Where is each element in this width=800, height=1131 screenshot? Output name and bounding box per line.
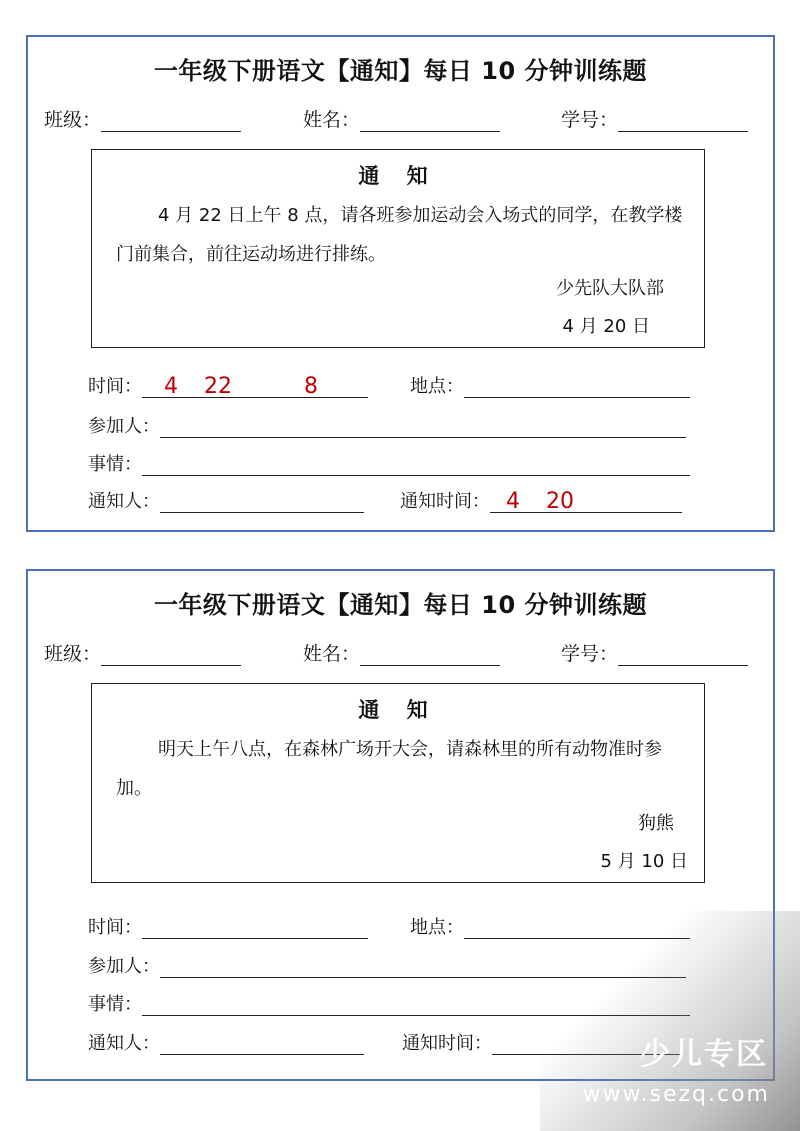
notice-heading: 通 知 [358, 698, 438, 722]
name-blank[interactable] [360, 645, 500, 666]
time-row [88, 913, 368, 939]
time-blank[interactable] [142, 374, 368, 399]
notifier-row [88, 1029, 364, 1055]
notice-time-blank[interactable] [490, 489, 682, 514]
class-label: 班级： [44, 109, 102, 131]
matter-label: 事情： [88, 994, 142, 1015]
answer-month: 4 [164, 374, 178, 399]
answer-notice-month: 4 [506, 489, 520, 514]
notice-body: 4 月 22 日上午 8 点，请各班参加运动会入场式的同学，在教学楼门前集合，前往运动场进行排练。 [116, 205, 683, 265]
notice-box [91, 683, 705, 883]
time-label: 时间： [88, 917, 142, 938]
notice-time-row [400, 487, 682, 513]
notifier-label: 通知人： [88, 491, 160, 512]
worksheet-title: 一年级下册语文【通知】每日 10 分钟训练题 [153, 57, 648, 85]
place-label: 地点： [410, 917, 464, 938]
student-id-label: 学号： [561, 109, 619, 131]
student-id-blank[interactable] [618, 111, 748, 132]
notifier-blank[interactable] [160, 492, 364, 513]
participants-label: 参加人： [88, 416, 160, 437]
name-blank[interactable] [360, 111, 500, 132]
matter-blank[interactable] [142, 455, 690, 476]
notifier-label: 通知人： [88, 1033, 160, 1054]
notice-body: 明天上午八点，在森林广场开大会，请森林里的所有动物准时参加。 [116, 739, 662, 799]
notice-date: 4 月 20 日 [562, 316, 650, 337]
time-label: 时间： [88, 376, 142, 397]
name-field [303, 639, 500, 666]
notice-box [91, 149, 705, 348]
place-blank[interactable] [464, 377, 690, 398]
place-row [410, 372, 690, 398]
place-label: 地点： [410, 376, 464, 397]
notice-signature: 少先队大队部 [556, 278, 664, 299]
name-label: 姓名： [303, 643, 361, 665]
answer-notice-day: 20 [546, 489, 574, 514]
matter-label: 事情： [88, 454, 142, 475]
class-label: 班级： [44, 643, 102, 665]
participants-label: 参加人： [88, 956, 160, 977]
class-blank[interactable] [101, 111, 241, 132]
notifier-row [88, 487, 364, 513]
time-row [88, 372, 368, 398]
watermark [540, 911, 800, 1131]
notice-signature: 狗熊 [638, 813, 674, 834]
student-id-field [561, 639, 748, 666]
time-blank[interactable] [142, 918, 368, 939]
worksheet-title: 一年级下册语文【通知】每日 10 分钟训练题 [153, 591, 648, 619]
class-field [44, 105, 241, 132]
class-field [44, 639, 241, 666]
student-id-field [561, 105, 748, 132]
student-id-label: 学号： [561, 643, 619, 665]
class-blank[interactable] [101, 645, 241, 666]
worksheet-card-1 [26, 35, 775, 532]
answer-hour: 8 [304, 374, 318, 399]
participants-blank[interactable] [160, 417, 686, 438]
watermark-brand: 少儿专区 [640, 1037, 768, 1072]
notice-date: 5 月 10 日 [600, 851, 688, 872]
notifier-blank[interactable] [160, 1034, 364, 1055]
answer-day: 22 [204, 374, 232, 399]
student-id-blank[interactable] [618, 645, 748, 666]
notice-time-label: 通知时间： [400, 491, 490, 512]
notice-time-label: 通知时间： [402, 1033, 492, 1054]
name-field [303, 105, 500, 132]
name-label: 姓名： [303, 109, 361, 131]
matter-row [88, 450, 690, 476]
notice-heading: 通 知 [358, 164, 438, 188]
participants-row [88, 412, 686, 438]
watermark-url: www.sezq.com [582, 1082, 770, 1107]
